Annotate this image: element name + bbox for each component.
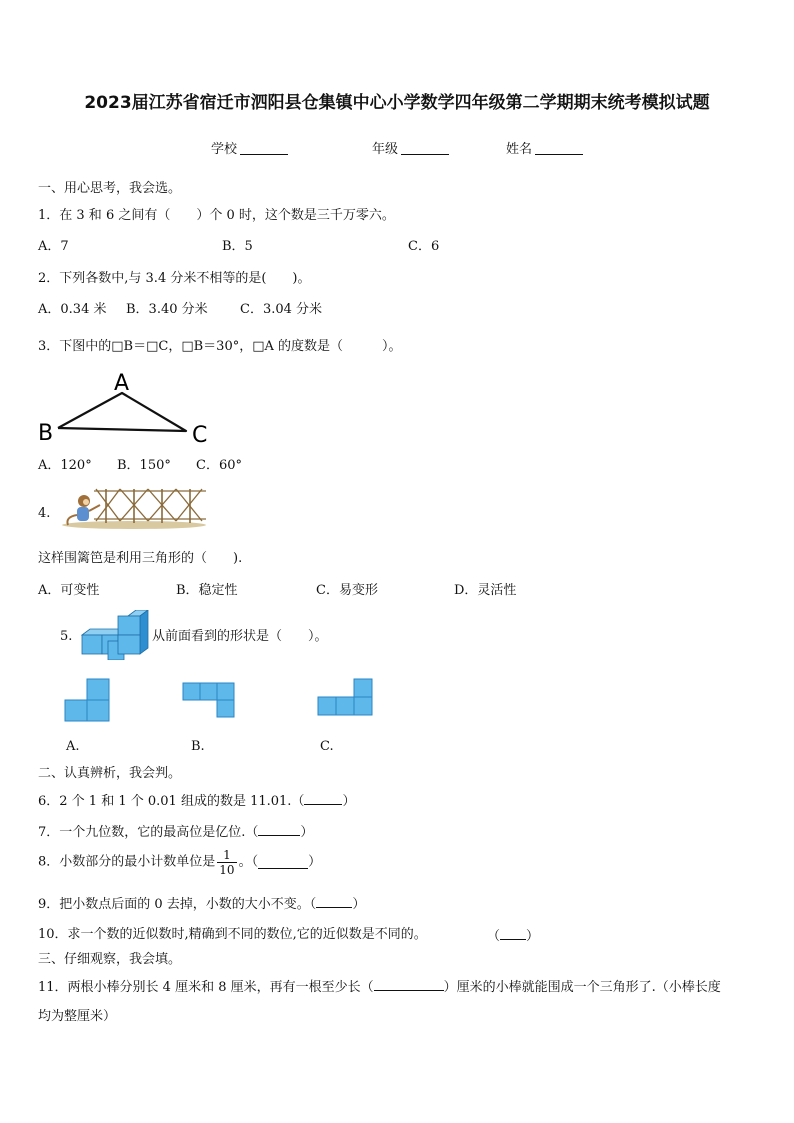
cube-stack-figure <box>80 610 150 660</box>
section-3-heading: 三、仔细观察，我会填。 <box>38 952 182 967</box>
option-c[interactable]: C．6 <box>408 239 440 254</box>
option-a[interactable]: A．可变性 <box>38 583 100 598</box>
view-b-figure[interactable] <box>182 682 236 718</box>
question-5-stem: 从前面看到的形状是（ ）。 <box>152 629 328 644</box>
option-b[interactable]: B. <box>191 739 205 754</box>
school-label: 学校 <box>211 142 238 157</box>
grade-label: 年级 <box>372 142 399 157</box>
close-paren: ） <box>308 854 322 870</box>
answer-blank[interactable] <box>316 895 352 908</box>
option-a[interactable]: A．7 <box>38 239 69 254</box>
option-b[interactable]: B．3.40 分米 <box>126 302 208 317</box>
question-4-stem: 这样围篱笆是利用三角形的（ ). <box>38 551 243 566</box>
fence-picture <box>60 481 208 531</box>
option-c[interactable]: C．3.04 分米 <box>240 302 323 317</box>
option-c[interactable]: C. <box>320 739 334 754</box>
answer-blank[interactable] <box>374 978 444 991</box>
open-paren: （ <box>487 929 501 944</box>
answer-blank[interactable] <box>500 927 526 940</box>
question-9-text: 9．把小数点后面的 0 去掉，小数的大小不变。（ <box>38 897 317 912</box>
question-11-line-2: 均为整厘米） <box>38 1009 117 1024</box>
option-b[interactable]: B．5 <box>222 239 253 254</box>
question-8-mid: 。（ <box>238 854 259 870</box>
monkey-icon <box>67 495 100 525</box>
section-1-heading: 一、用心思考，我会选。 <box>38 181 182 196</box>
question-10 <box>38 927 427 943</box>
close-paren: ） <box>526 929 540 944</box>
answer-blank[interactable] <box>258 856 308 869</box>
close-paren: ） <box>342 794 356 809</box>
option-b[interactable]: B．稳定性 <box>176 583 238 598</box>
name-label: 姓名 <box>506 142 533 157</box>
question-7-text: 7．一个九位数，它的最高位是亿位.（ <box>38 825 259 840</box>
triangle-figure <box>30 366 220 450</box>
question-3-stem: 3．下图中的□B＝□C，□B＝30°，□A 的度数是（ ）。 <box>38 339 402 354</box>
fraction-numerator: 1 <box>217 848 236 863</box>
name-blank[interactable] <box>535 142 583 155</box>
answer-blank[interactable] <box>258 823 300 836</box>
option-c[interactable]: C．60° <box>196 458 242 473</box>
option-d[interactable]: D．灵活性 <box>454 583 517 598</box>
vertex-a-label: A <box>114 371 130 396</box>
question-7 <box>38 823 313 841</box>
option-c[interactable]: C．易变形 <box>316 583 378 598</box>
fence-poles <box>106 489 190 523</box>
question-4-number: 4. <box>38 506 51 521</box>
close-paren: ） <box>352 897 366 912</box>
answer-blank[interactable] <box>304 792 342 805</box>
vertex-c-label: C <box>192 423 208 448</box>
grade-blank[interactable] <box>401 142 449 155</box>
question-1-stem: 1．在 3 和 6 之间有（ ）个 0 时，这个数是三千万零六。 <box>38 208 395 223</box>
question-6-text: 6．2 个 1 和 1 个 0.01 组成的数是 11.01.（ <box>38 794 305 809</box>
view-c-figure[interactable] <box>316 678 373 716</box>
vertex-b-label: B <box>38 421 54 446</box>
close-paren: ） <box>300 825 314 840</box>
question-6 <box>38 792 355 810</box>
triangle-shape <box>58 393 186 431</box>
question-10-answer <box>487 927 539 945</box>
question-8 <box>38 848 321 877</box>
page-title: 2023届江苏省宿迁市泗阳县仓集镇中心小学数学四年级第二学期期末统考模拟试题 <box>84 93 710 113</box>
question-2-stem: 2．下列各数中,与 3.4 分米不相等的是( )。 <box>38 271 311 286</box>
fraction <box>217 848 236 877</box>
question-10-text: 10．求一个数的近似数时,精确到不同的数位,它的近似数是不同的。 <box>38 927 427 942</box>
question-11-line-1 <box>38 978 721 996</box>
fraction-denominator: 10 <box>219 863 235 877</box>
school-blank[interactable] <box>240 142 288 155</box>
view-a-figure[interactable] <box>64 678 110 722</box>
section-2-heading: 二、认真辨析，我会判。 <box>38 766 182 781</box>
question-11-text-a: 11．两根小棒分别长 4 厘米和 8 厘米，再有一根至少长（ <box>38 980 374 995</box>
option-b[interactable]: B．150° <box>117 458 171 473</box>
option-a[interactable]: A．0.34 米 <box>38 302 107 317</box>
option-a[interactable]: A．120° <box>38 458 92 473</box>
question-11-text-b: ）厘米的小棒就能围成一个三角形了.（小棒长度 <box>443 980 721 995</box>
option-a[interactable]: A. <box>66 739 80 754</box>
question-8-text: 8．小数部分的最小计数单位是 <box>38 854 216 870</box>
question-9 <box>38 895 365 913</box>
question-5-number: 5. <box>60 629 73 644</box>
